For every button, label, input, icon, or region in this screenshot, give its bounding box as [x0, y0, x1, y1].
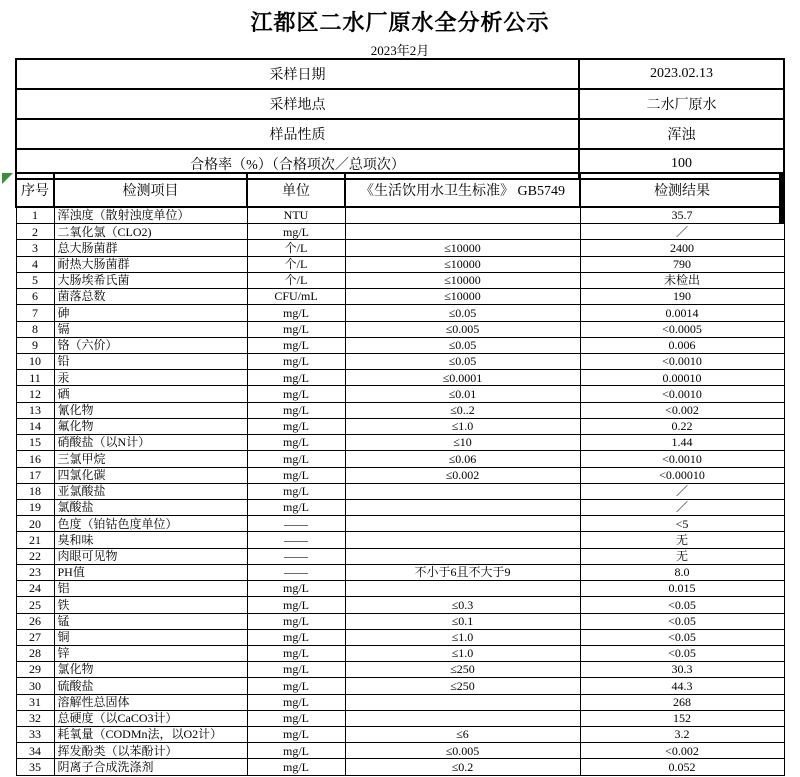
row-number-cell: 9 — [16, 337, 54, 353]
unit-cell: mg/L — [247, 645, 345, 661]
standard-cell — [345, 548, 580, 564]
table-row — [16, 418, 784, 434]
item-cell: 硫酸盐 — [54, 678, 247, 694]
result-cell: <0.05 — [580, 645, 784, 661]
info-row-sample-location — [16, 89, 784, 119]
table-row — [16, 645, 784, 661]
unit-cell: —— — [247, 564, 345, 580]
standard-cell: ≤250 — [345, 662, 580, 678]
item-cell: 三氯甲烷 — [54, 451, 247, 467]
result-cell: 152 — [580, 710, 784, 726]
unit-cell: mg/L — [247, 727, 345, 743]
item-cell: 砷 — [54, 305, 247, 321]
unit-cell: mg/L — [247, 597, 345, 613]
standard-cell: ≤1.0 — [345, 645, 580, 661]
standard-cell: ≤10 — [345, 435, 580, 451]
table-row — [16, 321, 784, 337]
item-cell: 臭和味 — [54, 532, 247, 548]
info-value: 100 — [579, 149, 784, 179]
result-cell: 8.0 — [580, 564, 784, 580]
result-cell: <0.00010 — [580, 467, 784, 483]
sample-info-table — [15, 58, 785, 180]
result-cell: 未检出 — [580, 272, 784, 288]
table-row — [16, 597, 784, 613]
table-row — [16, 354, 784, 370]
result-cell: <0.0005 — [580, 321, 784, 337]
result-cell: 190 — [580, 289, 784, 305]
table-row — [16, 402, 784, 418]
item-cell: 氯酸盐 — [54, 499, 247, 515]
row-number-cell: 29 — [16, 662, 54, 678]
row-number-cell: 10 — [16, 354, 54, 370]
row-number-cell: 6 — [16, 289, 54, 305]
table-row — [16, 435, 784, 451]
standard-cell — [345, 532, 580, 548]
header-row-number: 序号 — [16, 173, 54, 207]
result-cell: ／ — [580, 483, 784, 499]
row-number-cell: 20 — [16, 516, 54, 532]
standard-cell: ≤10000 — [345, 240, 580, 256]
info-row-sample-date — [16, 59, 784, 89]
standard-cell — [345, 499, 580, 515]
unit-cell: mg/L — [247, 370, 345, 386]
table-row — [16, 207, 784, 224]
result-cell: 2400 — [580, 240, 784, 256]
unit-cell: mg/L — [247, 662, 345, 678]
item-cell: 硒 — [54, 386, 247, 402]
item-cell: 总大肠菌群 — [54, 240, 247, 256]
item-cell: PH值 — [54, 564, 247, 580]
unit-cell: 个/L — [247, 240, 345, 256]
info-row-sample-nature — [16, 119, 784, 149]
result-cell: <0.002 — [580, 402, 784, 418]
info-label: 合格率（%）（合格项次／总项次） — [16, 149, 579, 179]
result-cell: 1.44 — [580, 435, 784, 451]
standard-cell — [345, 710, 580, 726]
row-number-cell: 23 — [16, 564, 54, 580]
item-cell: 锰 — [54, 613, 247, 629]
result-cell: ／ — [580, 224, 784, 240]
row-number-cell: 33 — [16, 727, 54, 743]
result-cell: 0.0014 — [580, 305, 784, 321]
header-item: 检测项目 — [54, 173, 247, 207]
green-corner-marker-icon — [2, 173, 13, 184]
row-number-cell: 15 — [16, 435, 54, 451]
item-cell: 大肠埃希氏菌 — [54, 272, 247, 288]
unit-cell: mg/L — [247, 418, 345, 434]
item-cell: 氯化物 — [54, 662, 247, 678]
standard-cell: ≤1.0 — [345, 629, 580, 645]
row-number-cell: 3 — [16, 240, 54, 256]
table-row — [16, 678, 784, 694]
item-cell: 二氧化氯（CLO2) — [54, 224, 247, 240]
result-cell: 44.3 — [580, 678, 784, 694]
result-cell: 3.2 — [580, 727, 784, 743]
result-cell: 0.00010 — [580, 370, 784, 386]
row-number-cell: 14 — [16, 418, 54, 434]
info-label: 采样日期 — [16, 59, 579, 89]
row-number-cell: 35 — [16, 759, 54, 776]
standard-cell: ≤10000 — [345, 256, 580, 272]
result-cell: <0.002 — [580, 743, 784, 759]
table-row — [16, 727, 784, 743]
table-row — [16, 662, 784, 678]
standard-cell: ≤10000 — [345, 272, 580, 288]
result-cell: 无 — [580, 532, 784, 548]
item-cell: 氰化物 — [54, 402, 247, 418]
standard-cell: ≤0.05 — [345, 337, 580, 353]
row-number-cell: 32 — [16, 710, 54, 726]
item-cell: 阴离子合成洗涤剂 — [54, 759, 247, 776]
standard-cell: ≤0.06 — [345, 451, 580, 467]
table-row — [16, 224, 784, 240]
item-cell: 铁 — [54, 597, 247, 613]
table-row — [16, 305, 784, 321]
row-number-cell: 2 — [16, 224, 54, 240]
standard-cell — [345, 207, 580, 224]
result-cell: 268 — [580, 694, 784, 710]
row-number-cell: 21 — [16, 532, 54, 548]
table-row — [16, 272, 784, 288]
result-cell: 0.22 — [580, 418, 784, 434]
item-cell: 铅 — [54, 354, 247, 370]
standard-cell: ≤0.1 — [345, 613, 580, 629]
table-row — [16, 370, 784, 386]
result-cell: 790 — [580, 256, 784, 272]
item-cell: 氟化物 — [54, 418, 247, 434]
standard-cell: ≤0.05 — [345, 305, 580, 321]
item-cell: 铜 — [54, 629, 247, 645]
item-cell: 色度（铂钴色度单位） — [54, 516, 247, 532]
standard-cell: ≤0.01 — [345, 386, 580, 402]
table-row — [16, 289, 784, 305]
table-row — [16, 337, 784, 353]
unit-cell: mg/L — [247, 386, 345, 402]
result-cell: <0.05 — [580, 597, 784, 613]
unit-cell: mg/L — [247, 483, 345, 499]
table-row — [16, 451, 784, 467]
unit-cell: —— — [247, 532, 345, 548]
thick-border-segment — [779, 172, 784, 224]
standard-cell: ≤0..2 — [345, 402, 580, 418]
item-cell: 浑浊度（散射浊度单位） — [54, 207, 247, 224]
table-row — [16, 548, 784, 564]
table-row — [16, 613, 784, 629]
standard-cell: ≤1.0 — [345, 418, 580, 434]
info-value: 2023.02.13 — [579, 59, 784, 89]
row-number-cell: 26 — [16, 613, 54, 629]
row-number-cell: 13 — [16, 402, 54, 418]
item-cell: 亚氯酸盐 — [54, 483, 247, 499]
row-number-cell: 24 — [16, 581, 54, 597]
unit-cell: mg/L — [247, 759, 345, 776]
info-value: 浑浊 — [579, 119, 784, 149]
item-cell: 肉眼可见物 — [54, 548, 247, 564]
unit-cell: mg/L — [247, 499, 345, 515]
unit-cell: —— — [247, 548, 345, 564]
table-row — [16, 710, 784, 726]
row-number-cell: 11 — [16, 370, 54, 386]
table-row — [16, 532, 784, 548]
unit-cell: mg/L — [247, 354, 345, 370]
result-cell: <5 — [580, 516, 784, 532]
item-cell: 锌 — [54, 645, 247, 661]
table-row — [16, 694, 784, 710]
standard-cell: ≤0.05 — [345, 354, 580, 370]
unit-cell: NTU — [247, 207, 345, 224]
table-row — [16, 240, 784, 256]
item-cell: 四氯化碳 — [54, 467, 247, 483]
item-cell: 耗氧量（CODMn法，以O2计） — [54, 727, 247, 743]
row-number-cell: 25 — [16, 597, 54, 613]
item-cell: 总硬度（以CaCO3计） — [54, 710, 247, 726]
row-number-cell: 7 — [16, 305, 54, 321]
result-cell: 35.7 — [580, 207, 784, 224]
standard-cell: ≤0.3 — [345, 597, 580, 613]
row-number-cell: 12 — [16, 386, 54, 402]
table-row — [16, 386, 784, 402]
results-body — [16, 207, 784, 776]
row-number-cell: 31 — [16, 694, 54, 710]
results-table — [15, 172, 785, 776]
header-result: 检测结果 — [580, 173, 784, 207]
result-cell: <0.05 — [580, 613, 784, 629]
result-cell: ／ — [580, 499, 784, 515]
unit-cell: mg/L — [247, 224, 345, 240]
unit-cell: mg/L — [247, 467, 345, 483]
unit-cell: mg/L — [247, 710, 345, 726]
table-row — [16, 629, 784, 645]
unit-cell: mg/L — [247, 678, 345, 694]
table-row — [16, 743, 784, 759]
unit-cell: —— — [247, 516, 345, 532]
row-number-cell: 4 — [16, 256, 54, 272]
page-title: 江都区二水厂原水全分析公示 — [250, 10, 550, 35]
info-label: 样品性质 — [16, 119, 579, 149]
item-cell: 铬（六价） — [54, 337, 247, 353]
standard-cell: ≤6 — [345, 727, 580, 743]
standard-cell — [345, 581, 580, 597]
standard-cell — [345, 483, 580, 499]
table-row — [16, 581, 784, 597]
row-number-cell: 22 — [16, 548, 54, 564]
result-cell: <0.0010 — [580, 354, 784, 370]
table-row — [16, 516, 784, 532]
result-cell: <0.0010 — [580, 386, 784, 402]
result-cell: 30.3 — [580, 662, 784, 678]
row-number-cell: 28 — [16, 645, 54, 661]
result-cell: 0.006 — [580, 337, 784, 353]
result-cell: <0.0010 — [580, 451, 784, 467]
row-number-cell: 17 — [16, 467, 54, 483]
unit-cell: CFU/mL — [247, 289, 345, 305]
item-cell: 耐热大肠菌群 — [54, 256, 247, 272]
item-cell: 硝酸盐（以N计） — [54, 435, 247, 451]
row-number-cell: 5 — [16, 272, 54, 288]
row-number-cell: 30 — [16, 678, 54, 694]
standard-cell: ≤10000 — [345, 289, 580, 305]
standard-cell — [345, 516, 580, 532]
table-row — [16, 759, 784, 776]
item-cell: 汞 — [54, 370, 247, 386]
header-unit: 单位 — [247, 173, 345, 207]
table-row — [16, 483, 784, 499]
unit-cell: mg/L — [247, 743, 345, 759]
item-cell: 铝 — [54, 581, 247, 597]
unit-cell: mg/L — [247, 613, 345, 629]
item-cell: 挥发酚类（以苯酚计） — [54, 743, 247, 759]
row-number-cell: 8 — [16, 321, 54, 337]
standard-cell: ≤0.2 — [345, 759, 580, 776]
table-row — [16, 499, 784, 515]
standard-cell: ≤250 — [345, 678, 580, 694]
unit-cell: mg/L — [247, 402, 345, 418]
unit-cell: 个/L — [247, 272, 345, 288]
row-number-cell: 18 — [16, 483, 54, 499]
table-row — [16, 467, 784, 483]
results-header-row — [16, 173, 784, 207]
result-cell: 0.015 — [580, 581, 784, 597]
unit-cell: mg/L — [247, 337, 345, 353]
unit-cell: mg/L — [247, 451, 345, 467]
row-number-cell: 34 — [16, 743, 54, 759]
unit-cell: mg/L — [247, 694, 345, 710]
header-standard: 《生活饮用水卫生标准》 GB5749 — [345, 173, 580, 207]
standard-cell — [345, 694, 580, 710]
unit-cell: mg/L — [247, 435, 345, 451]
table-row — [16, 564, 784, 580]
item-cell: 镉 — [54, 321, 247, 337]
info-label: 采样地点 — [16, 89, 579, 119]
standard-cell: ≤0.0001 — [345, 370, 580, 386]
result-cell: 无 — [580, 548, 784, 564]
row-number-cell: 27 — [16, 629, 54, 645]
result-cell: <0.05 — [580, 629, 784, 645]
row-number-cell: 19 — [16, 499, 54, 515]
table-row — [16, 256, 784, 272]
unit-cell: 个/L — [247, 256, 345, 272]
standard-cell: ≤0.002 — [345, 467, 580, 483]
unit-cell: mg/L — [247, 581, 345, 597]
item-cell: 菌落总数 — [54, 289, 247, 305]
unit-cell: mg/L — [247, 629, 345, 645]
standard-cell: ≤0.005 — [345, 743, 580, 759]
unit-cell: mg/L — [247, 321, 345, 337]
row-number-cell: 16 — [16, 451, 54, 467]
item-cell: 溶解性总固体 — [54, 694, 247, 710]
row-number-cell: 1 — [16, 207, 54, 224]
standard-cell — [345, 224, 580, 240]
result-cell: 0.052 — [580, 759, 784, 776]
info-value: 二水厂原水 — [579, 89, 784, 119]
unit-cell: mg/L — [247, 305, 345, 321]
standard-cell: ≤0.005 — [345, 321, 580, 337]
standard-cell: 不小于6且不大于9 — [345, 564, 580, 580]
page-subtitle: 2023年2月 — [370, 43, 430, 58]
